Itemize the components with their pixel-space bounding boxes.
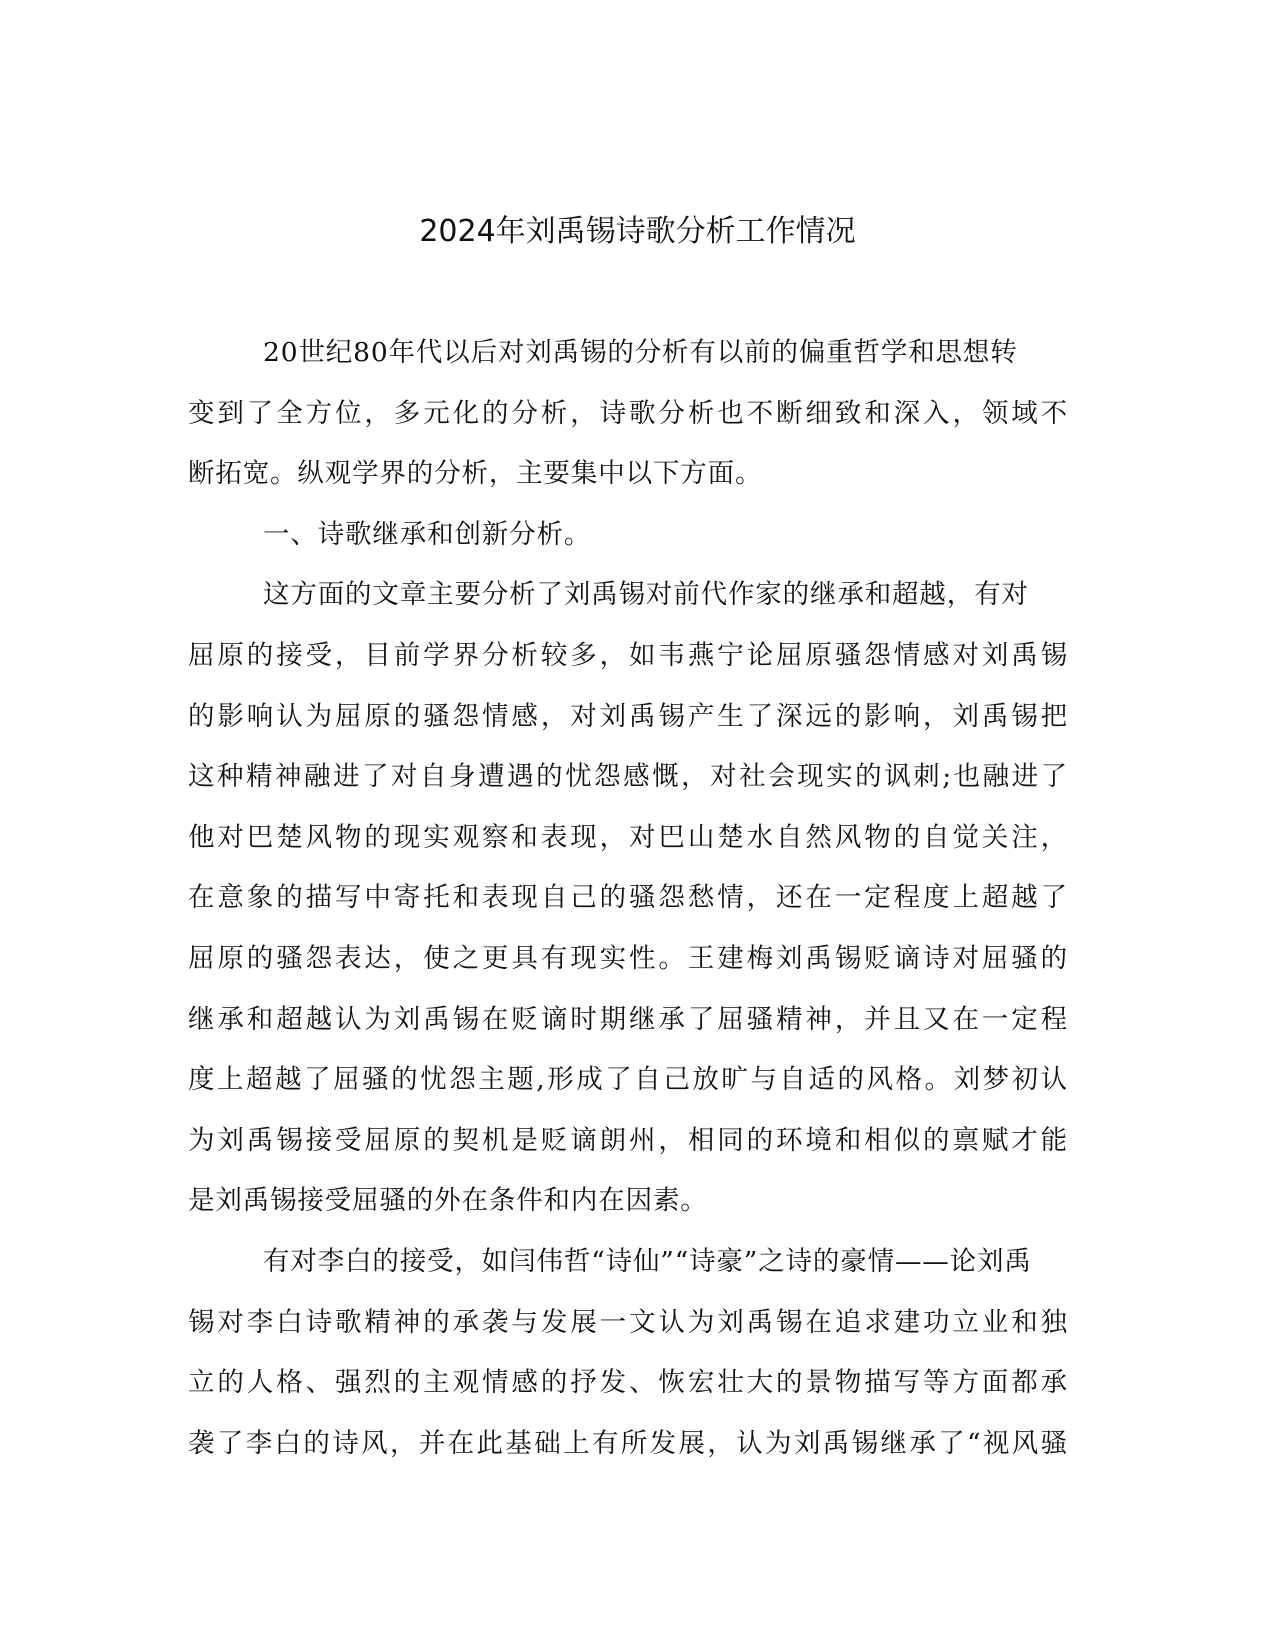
document-body: [188, 328, 1068, 1479]
paragraph-line: 在意象的描写中寄托和表现自己的骚怨愁情，还在一定程度上超越了: [188, 882, 1068, 914]
paragraph-line: 为刘禹锡接受屈原的契机是贬谪朗州，相同的环境和相似的禀赋才能: [188, 1124, 1068, 1156]
paragraph-line: 是刘禹锡接受屈骚的外在条件和内在因素。: [188, 1185, 708, 1217]
paragraph-line: 继承和超越认为刘禹锡在贬谪时期继承了屈骚精神，并且又在一定程: [188, 1003, 1068, 1035]
paragraph-line: 这种精神融进了对自身遭遇的忧怨感慨，对社会现实的讽刺;也融进了: [188, 761, 1068, 793]
paragraph-line: 这方面的文章主要分析了刘禹锡对前代作家的继承和超越，有对: [263, 579, 1029, 611]
paragraph-line: 他对巴楚风物的现实观察和表现，对巴山楚水自然风物的自觉关注，: [188, 821, 1068, 853]
paragraph-line: 度上超越了屈骚的忧怨主题,形成了自己放旷与自适的风格。刘梦初认: [188, 1064, 1068, 1096]
document-title: 2024年刘禹锡诗歌分析工作情况: [419, 214, 856, 249]
paragraph-line: 立的人格、强烈的主观情感的抒发、恢宏壮大的景物描写等方面都承: [188, 1367, 1068, 1399]
paragraph-line: 20世纪80年代以后对刘禹锡的分析有以前的偏重哲学和思想转: [263, 337, 1018, 368]
paragraph-line: 断拓宽。纵观学界的分析，主要集中以下方面。: [188, 458, 763, 490]
paragraph-line: 变到了全方位，多元化的分析，诗歌分析也不断细致和深入，领域不: [188, 397, 1068, 429]
paragraph-line: 屈原的接受，目前学界分析较多，如韦燕宁论屈原骚怨情感对刘禹锡: [188, 639, 1068, 671]
paragraph-line: 袭了李白的诗风，并在此基础上有所发展，认为刘禹锡继承了“视风骚: [188, 1427, 1068, 1459]
paragraph-line: 锡对李白诗歌精神的承袭与发展一文认为刘禹锡在追求建功立业和独: [188, 1306, 1068, 1338]
paragraph-line: 屈原的骚怨表达，使之更具有现实性。王建梅刘禹锡贬谪诗对屈骚的: [188, 942, 1068, 974]
section-heading: 一、诗歌继承和创新分析。: [263, 518, 592, 550]
paragraph-line: 有对李白的接受，如闫伟哲“诗仙”“诗豪”之诗的豪情——论刘禹: [263, 1245, 1032, 1277]
paragraph-line: 的影响认为屈原的骚怨情感，对刘禹锡产生了深远的影响，刘禹锡把: [188, 700, 1068, 732]
